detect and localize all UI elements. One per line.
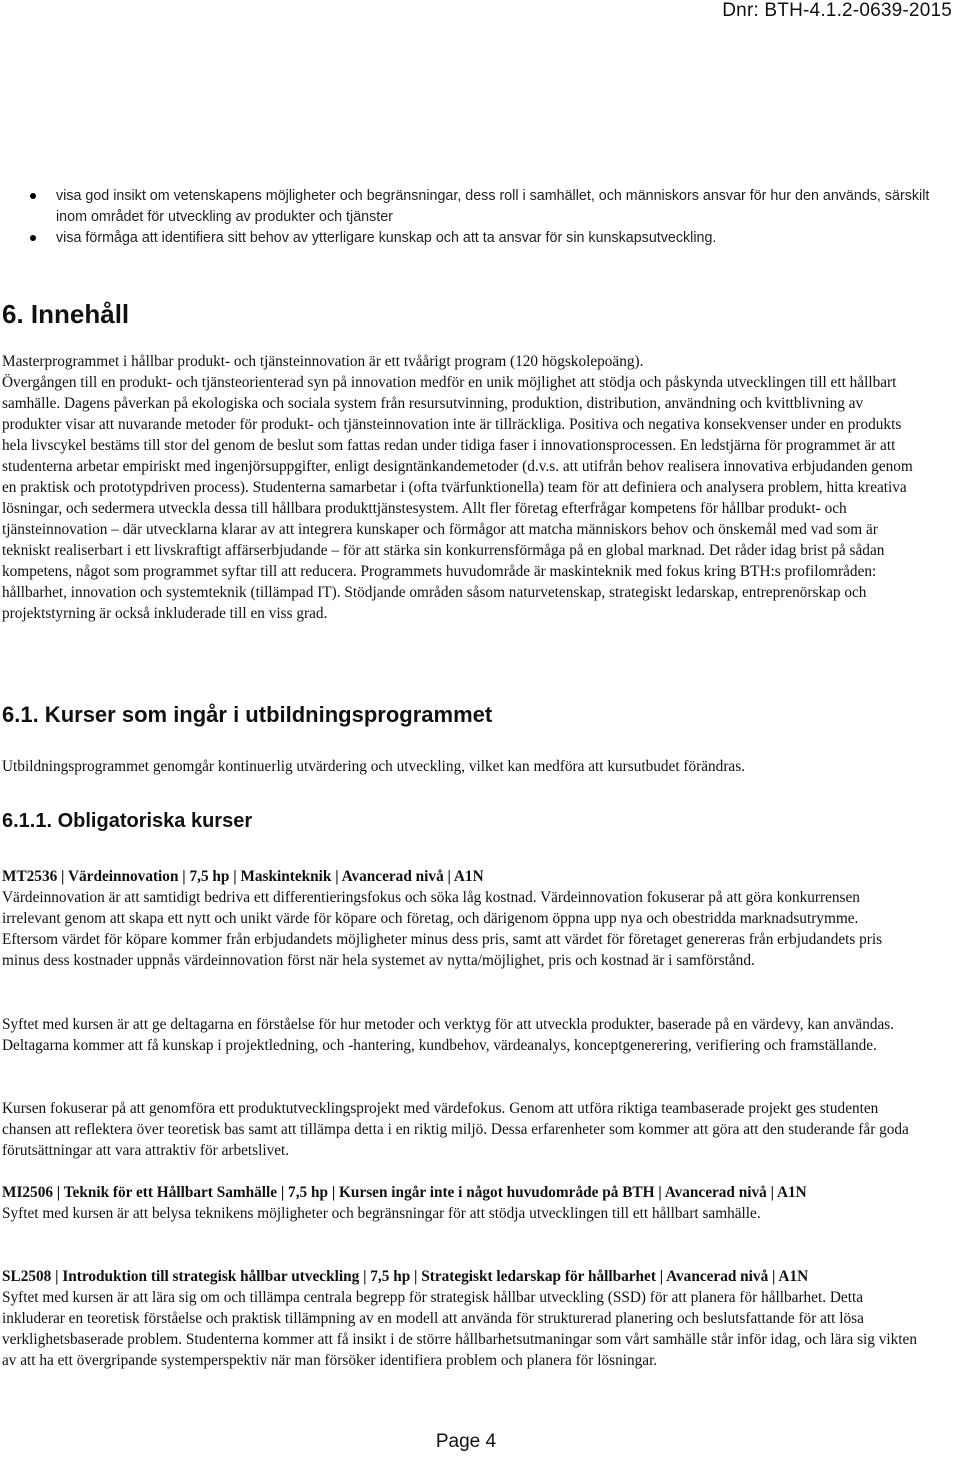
course-paragraph: Syftet med kursen är att ge deltagarna en förståelse för hur metoder och verktyg för att utveckla produkter, baserade på en värdevy, kan användas. Deltagarna kommer att få kunskap i projektledning, och -hantering, kundbehov, värdeanalys, konceptgenerering, verifiering och framställande. [2, 1016, 895, 1054]
page-number: Page 4 [435, 1431, 497, 1452]
course-paragraph: Syftet med kursen är att lära sig om och tillämpa centrala begrepp för strategisk hållbar utveckling (SSD) för att planera för hållbarhet. Detta inkluderar en teoretisk förståelse och praktisk tillämpning av en modell att använda för strukturerad planering och beslutsfattande för att lösa verklighetsbaserade problem. Studenterna kommer att få insikt i de större hållbarhetsutmaningar som vårt samhälle står inför idag, och lära sig vikten av att ha ett övergripande systemperspektiv när man försöker identifiera problem och planera för lösningar. [2, 1289, 917, 1369]
section-6-body: Övergången till en produkt- och tjänsteorienterad syn på innovation medför en unik möjlighet att stödja och påskynda utvecklingen till ett hållbart samhälle. Dagens påverkan på ekologiska och sociala system från resursutvinning, produktion, distribution, användning och kvittblivning av produkter visar att nuvarande metoder för produkt- och tjänsteinnovation inte är tillräckliga. Positiva och negativa konsekvenser under en produkts hela livscykel bestäms till stor del genom de beslut som fattas redan under tidiga faser i innovationsprocessen. En ledstjärna för programmet är att studenterna arbetar empiriskt med ingenjörsuppgifter, enligt designtänkandemetoder (d.v.s. att utifrån behov realisera innovativa erbjudanden genom en praktisk och prototypdriven process). Studenterna samarbetar i (ofta tvärfunktionella) team för att definiera och analysera problem, hitta kreativa lösningar, och sedermera utveckla dessa till hållbara produkttjänstesystem. Allt fler företag efterfrågar kompetens för hållbar produkt- och tjänsteinnovation – där utvecklarna klarar av att integrera kunskaper och förmågor att matcha människors behov och önskemål med vad som är tekniskt realiserbart i ett livskraftigt affärserbjudande – för att stärka sin konkurrensförmåga på en global marknad. Det råder idag brist på sådan kompetens, något som programmet syftar till att reducera. Programmets huvudområde är maskinteknik med fokus kring BTH:s profilområden: hållbarhet, innovation och systemteknik (tillämpad IT). Stödjande områden såsom naturvetenskap, strategiskt ledarskap, entreprenörskap och projektstyrning är också inkluderade till en viss grad. [2, 374, 913, 622]
course-mi2506 [2, 1182, 917, 1224]
course-title: MI2506 | Teknik för ett Hållbart Samhälle | 7,5 hp | Kursen ingår inte i något huvudområde på BTH | Avancerad nivå | A1N [2, 1184, 807, 1201]
section-6-intro: Masterprogrammet i hållbar produkt- och tjänsteinnovation är ett tvåårigt program (120 högskolepoäng). [2, 353, 644, 370]
course-sl2508 [2, 1266, 917, 1371]
bullet-icon [30, 193, 36, 199]
course-title: SL2508 | Introduktion till strategisk hållbar utveckling | 7,5 hp | Strategiskt ledarskap för hållbarhet | Avancerad nivå | A1N [2, 1268, 809, 1285]
list-item [30, 228, 930, 249]
bullet-icon [30, 235, 36, 241]
list-item [30, 186, 930, 228]
section-6-1-body: Utbildningsprogrammet genomgår kontinuerlig utvärdering och utveckling, vilket kan medföra att kursutbudet förändras. [2, 758, 745, 775]
course-mt2536 [2, 866, 917, 971]
bullet-list [30, 186, 930, 249]
section-6-1-heading: 6.1. Kurser som ingår i utbildningsprogrammet [2, 702, 493, 727]
course-paragraph: Kursen fokuserar på att genomföra ett produktutvecklingsprojekt med värdefokus. Genom att utföra riktiga teambaserade projekt ges studenten chansen att reflektera över teoretisk bas samt att tillämpa detta i en riktig miljö. Dessa erfarenheter som kommer att göra att den studerande får goda förutsättningar att vara attraktiv för arbetslivet. [2, 1100, 909, 1159]
document-number: Dnr: BTH-4.1.2-0639-2015 [722, 0, 952, 21]
section-6-heading: 6. Innehåll [2, 299, 130, 329]
bullet-text: visa förmåga att identifiera sitt behov av ytterligare kunskap och att ta ansvar för sin kunskapsutveckling. [56, 230, 717, 246]
bullet-text: visa god insikt om vetenskapens möjligheter och begränsningar, dess roll i samhället, och människors ansvar för hur den används, särskilt inom området för utveckling av produkter och tjänster [56, 188, 930, 225]
course-title: MT2536 | Värdeinnovation | 7,5 hp | Maskinteknik | Avancerad nivå | A1N [2, 868, 484, 885]
course-paragraph: Syftet med kursen är att belysa teknikens möjligheter och begränsningar för att stödja utvecklingen till ett hållbart samhälle. [2, 1205, 761, 1222]
course-paragraph: Värdeinnovation är att samtidigt bedriva ett differentieringsfokus och söka låg kostnad. Värdeinnovation fokuserar på att göra konkurrensen irrelevant genom att skapa ett nytt och unikt värde för köpare och företag, och därigenom öppna upp nya och obestridda marknadsutrymme. Eftersom värdet för köpare kommer från erbjudandets möjligheter minus dess pris, samt att värdet för företaget genereras från erbjudandets pris minus dess kostnader uppnås värdeinnovation först när hela systemet av nytta/möjlighet, pris och kostnad är i samförstånd. [2, 889, 883, 969]
section-6-1-1-heading: 6.1.1. Obligatoriska kurser [2, 810, 253, 832]
